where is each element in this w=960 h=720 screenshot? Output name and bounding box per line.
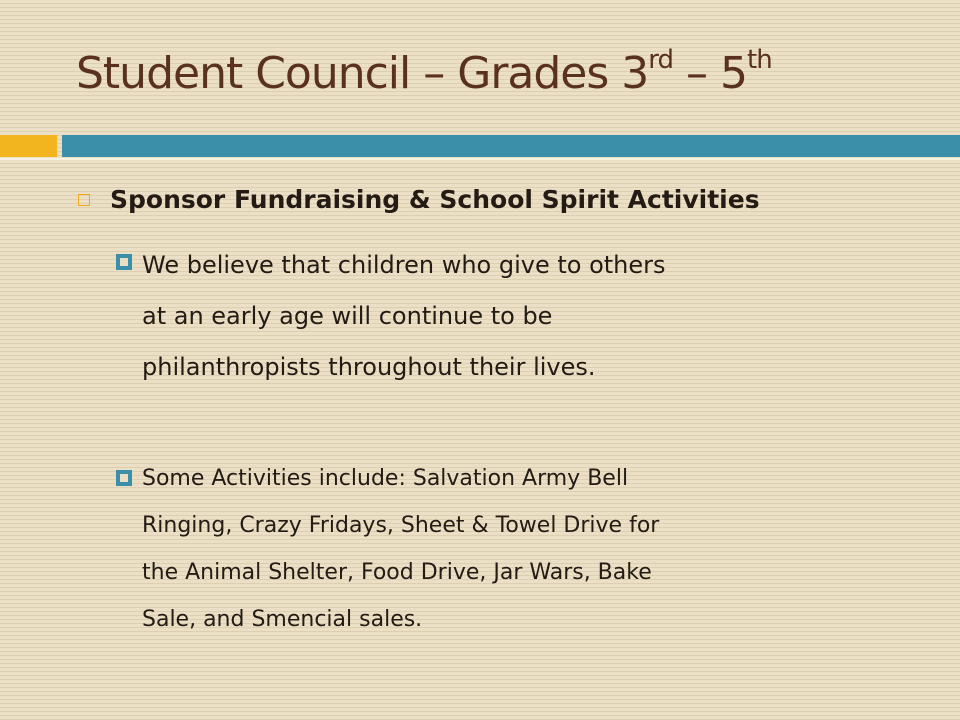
bullet-belief-text: We believe that children who give to others at an early age will continue to be philanthropists throughout their lives.: [142, 251, 666, 381]
hollow-square-bullet-icon: [78, 194, 90, 206]
title-rule-line: [0, 158, 960, 160]
bullet-main-text: Sponsor Fundraising & School Spirit Activities: [110, 185, 760, 214]
square-bullet-icon: [116, 470, 132, 486]
title-superscript-rd: rd: [648, 45, 674, 76]
bullet-activities-text: Some Activities include: Salvation Army Bell Ringing, Crazy Fridays, Sheet & Towel Drive for the Animal Shelter, Food Drive, Jar Wars, Bake Sale, and Smencial sales.: [142, 466, 660, 632]
title-text-part1: Student Council – Grades 3: [76, 48, 649, 99]
title-text-part2: – 5: [673, 48, 747, 99]
title-rule-accent: [0, 135, 57, 157]
title-rule-bar: [62, 135, 960, 157]
title-superscript-th: th: [747, 45, 772, 76]
slide-title: [76, 44, 772, 104]
square-bullet-icon: [116, 254, 132, 270]
